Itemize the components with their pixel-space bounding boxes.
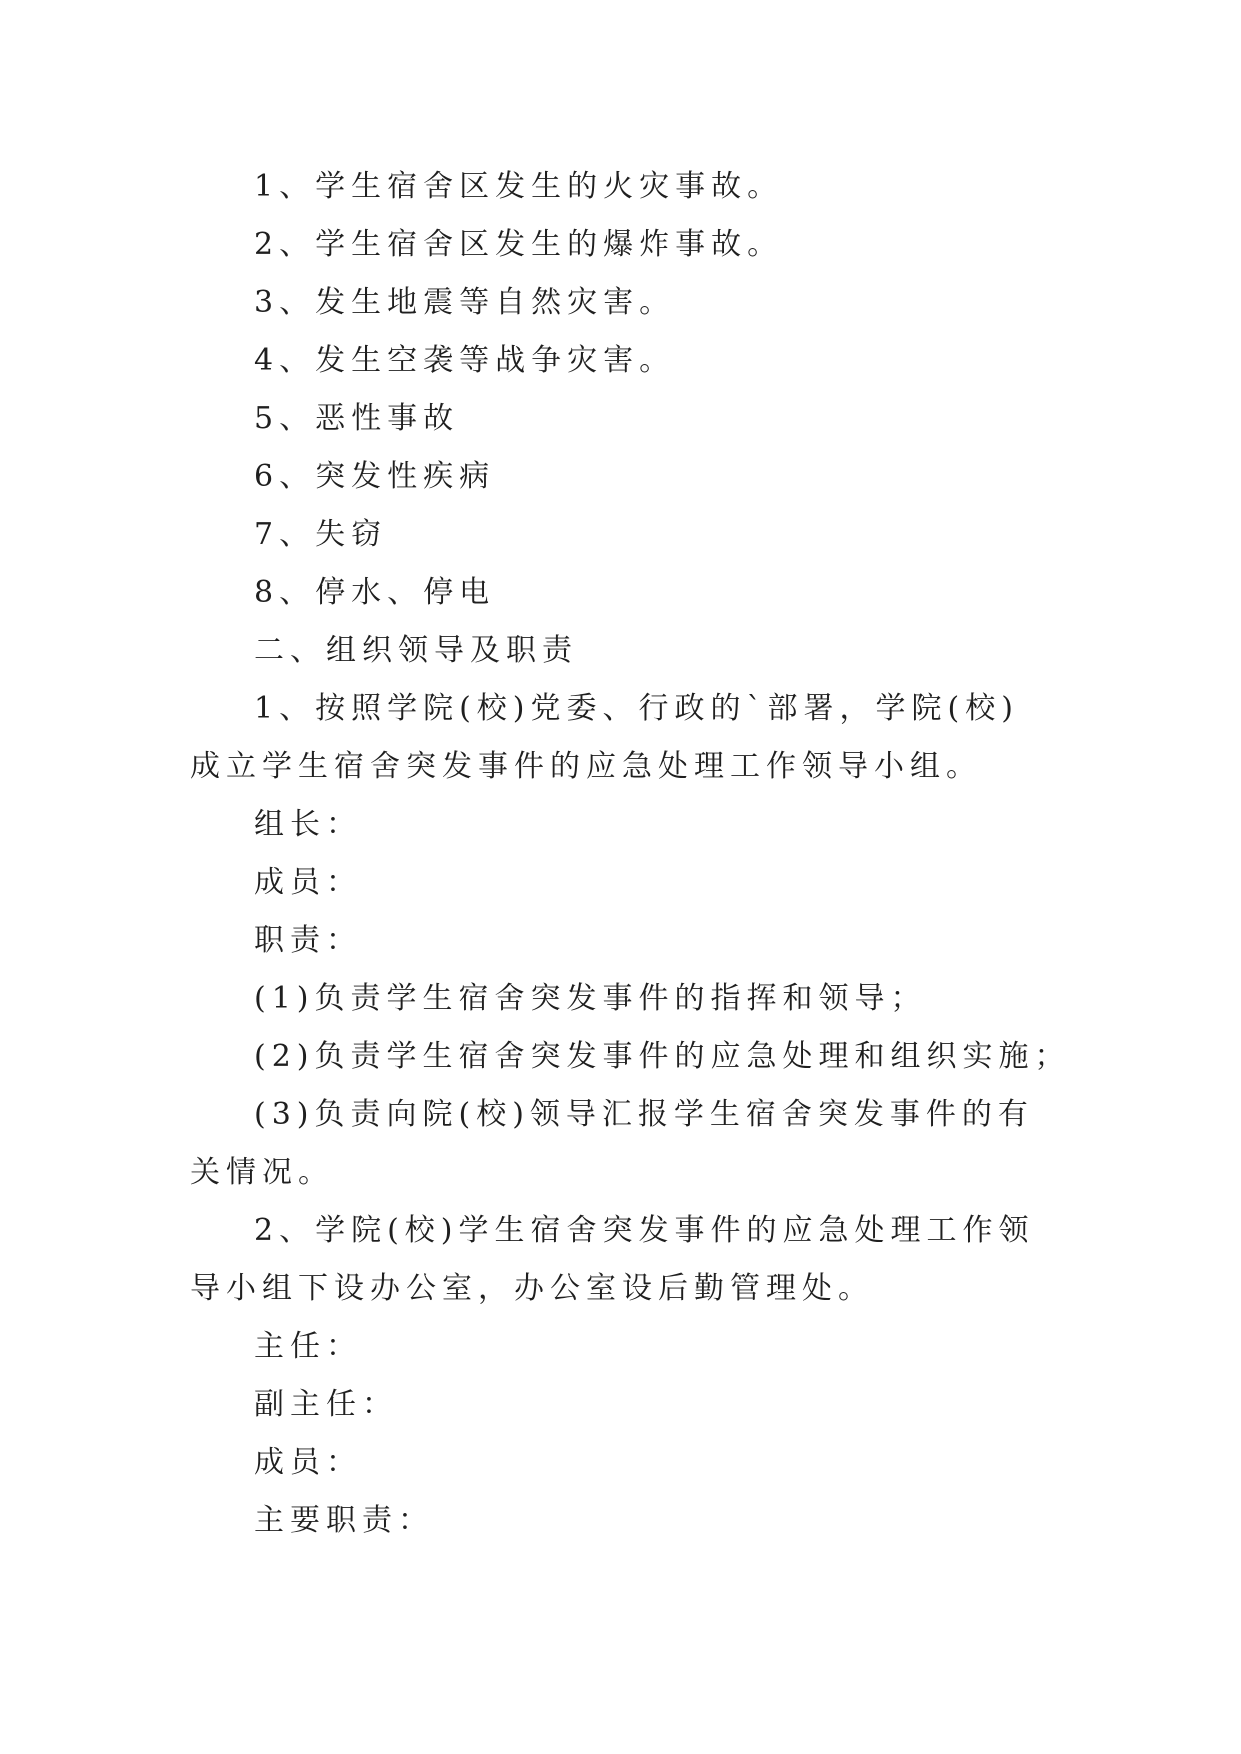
field-label: 主要职责： [254, 1503, 434, 1538]
field-label: 职责： [254, 923, 362, 958]
field-label: 成员： [254, 865, 362, 900]
duty-item: (1)负责学生宿舍突发事件的指挥和领导； [254, 981, 927, 1016]
list-item: 7、失窃 [254, 517, 388, 552]
paragraph: 2、学院(校)学生宿舍突发事件的应急处理工作领导小组下设办公室，办公室设后勤管理处。 [190, 1213, 1035, 1306]
paragraph: 1、按照学院(校)党委、行政的`部署，学院(校)成立学生宿舍突发事件的应急处理工作领导小组。 [190, 691, 1019, 784]
field-label: 组长： [254, 807, 362, 842]
field-label: 成员： [254, 1445, 362, 1480]
duty-item: (2)负责学生宿舍突发事件的应急处理和组织实施； [254, 1039, 1071, 1074]
list-item: 6、突发性疾病 [254, 459, 496, 494]
section-heading: 二、组织领导及职责 [254, 633, 578, 668]
field-label: 副主任： [254, 1387, 398, 1422]
list-item: 2、学生宿舍区发生的爆炸事故。 [254, 227, 784, 262]
list-item: 5、恶性事故 [254, 401, 460, 436]
list-item: 8、停水、停电 [254, 575, 496, 610]
list-item: 1、学生宿舍区发生的火灾事故。 [254, 169, 784, 204]
document-body [190, 158, 1071, 1550]
field-label: 主任： [254, 1329, 362, 1364]
list-item: 3、发生地震等自然灾害。 [254, 285, 676, 320]
list-item: 4、发生空袭等战争灾害。 [254, 343, 676, 378]
duty-item: (3)负责向院(校)领导汇报学生宿舍突发事件的有关情况。 [190, 1097, 1034, 1190]
